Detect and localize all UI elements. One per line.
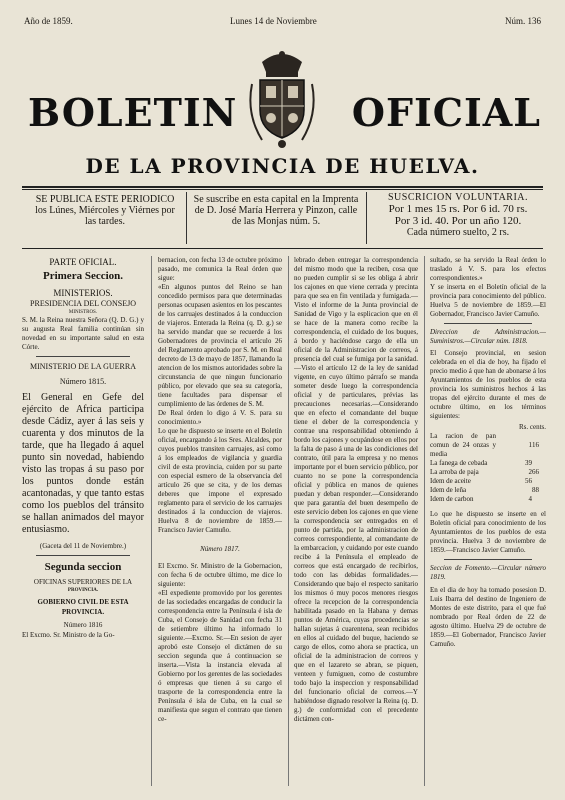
- year-label: Año de 1859.: [24, 16, 73, 26]
- article-paragraph: S. M. la Reina nuestra Señora (Q. D. G.) y su augusta Real familia continúan sin novedad en su importante salud en esta Córte.: [22, 316, 144, 351]
- divider: [288, 256, 289, 786]
- divider: [36, 356, 130, 357]
- section-heading: MINISTERIOS.: [53, 288, 113, 298]
- issue-number: Núm. 136: [505, 16, 541, 26]
- section-heading: MINISTROS.: [68, 310, 98, 315]
- divider: [444, 323, 532, 324]
- section-heading: PARTE OFICIAL.: [49, 257, 117, 267]
- article-paragraph: El Consejo provincial, en sesion celebrada en el dia de hoy, ha fijado el precio medio á que han de abonarse á los Ayuntamientos de los pueblos de esta provincia los suministros hechos á las tropas del ejército durante el mes de octubre último, en los términos siguientes:: [430, 349, 546, 420]
- title-oficial: OFICIAL: [351, 90, 541, 135]
- column-2: [158, 256, 282, 786]
- cell-cts: 88: [532, 486, 539, 494]
- section-heading: Segunda seccion: [44, 561, 122, 573]
- divider: [36, 555, 130, 556]
- cell-rs: 39: [525, 459, 532, 467]
- cell-cts: [532, 477, 546, 486]
- table-row: [430, 468, 546, 477]
- cell-cts: 16: [532, 441, 539, 449]
- circular-heading: Direccion de Administracion.—Suministros.—Circular núm. 1818.: [430, 328, 546, 345]
- publication-info: [24, 192, 544, 244]
- cell-item: La racion de pan comun de 24 onzas y media: [430, 432, 496, 458]
- cell-item: La arroba de paja: [430, 468, 479, 476]
- issue-date: Lunes 14 de Noviembre: [230, 16, 317, 26]
- article-paragraph: sultado, se ha servido la Real órden lo traslado á V. S. para los efectos correspondientes.»: [430, 256, 546, 282]
- prices-table: [430, 432, 546, 504]
- table-row: [430, 495, 546, 504]
- divider: [366, 192, 367, 244]
- title-boletin: BOLETIN: [28, 90, 238, 135]
- masthead-subtitle: DE LA PROVINCIA DE HUELVA.: [85, 154, 480, 178]
- article-number: Número 1817.: [200, 545, 240, 553]
- divider: [22, 186, 543, 188]
- cell-cts: [532, 459, 546, 468]
- table-row: [430, 432, 546, 459]
- cell-rs: [496, 486, 532, 495]
- voluntary-title: SUSCRICION VOLUNTARIA.: [387, 192, 529, 203]
- section-heading: PROVINCIA.: [67, 588, 99, 593]
- section-heading: PRESIDENCIA DEL CONSEJO: [30, 299, 136, 308]
- section-heading: OFICINAS SUPERIORES DE LA: [33, 578, 133, 586]
- table-row: [430, 477, 546, 486]
- divider: [22, 189, 543, 190]
- article-number: Número 1815.: [59, 377, 107, 386]
- divider: [424, 256, 425, 786]
- cell-item: La fanega de cebada: [430, 459, 488, 467]
- table-row: [430, 459, 546, 468]
- article-paragraph: El General en Gefe del ejército de Africa participa desde Cádiz, ayer á las seis y cuarenta y dos minutos de la tarde, que ha llegado á aquel punto sin novedad, habiendo visto las tropas á su paso por los puntos donde están acantonadas, y que tanto estas como los pueblos del tránsito se hallan animados del mayor entusiasmo.: [22, 392, 144, 535]
- circular-heading: Seccion de Fomento.—Circular número 1819.: [430, 564, 546, 581]
- article-number: Número 1816: [63, 621, 103, 629]
- cell-cts: 66: [532, 468, 539, 476]
- royal-coat-of-arms: [232, 44, 332, 154]
- article-paragraph: De Real órden lo digo á V. S. para su conocimiento.»: [158, 409, 282, 426]
- cell-rs: 2: [528, 468, 532, 476]
- periodicity-note: SE PUBLICA ESTE PERIODICO los Lúnes, Miércoles y Viérnes por las tardes.: [35, 194, 175, 227]
- article-paragraph: Lo que he dispuesto se inserte en el Boletín oficial para conocimiento de los Ayuntamientos de los pueblos de esta provincia. Huelva 3 de noviembre de 1859.—Francisco Javier Camuño.: [430, 510, 546, 554]
- divider: [186, 192, 187, 244]
- cell-rs: 56: [525, 477, 532, 485]
- section-heading: MINISTERIO DE LA GUERRA: [30, 362, 136, 371]
- table-header: Rs. cents.: [518, 423, 546, 431]
- section-heading: Primera Seccion.: [42, 270, 124, 282]
- divider: [22, 248, 543, 249]
- article-paragraph: bernacion, con fecha 13 de octubre próximo pasado, me comunica la Real órden que sigue:: [158, 256, 282, 282]
- article-paragraph: lebrado deben entregar la correspondencia del mismo modo que la reciben, cosa que no pueden cumplir si se les obliga á abrir los cajones en que viene cerrada y precinta para que sea en fin ventilada y fumigada.—Visto el informe de la Junta provincial de Sanidad de Vigo y la esplicacion que en él se hace de la manera como recibe la correspondencia, el cuidado de los buques, á bordo y haciéndose cargo de ella un oficial de la Administracion de correos, á presencia del cual se fumiga por la sanidad.—Visto el artículo 12 de la ley de sanidad vigente, en cuyo último párrafo se manda someter desde luego la correspondencia oficial y de particulares, prévias las precauciones necesarias.—Considerando que en efecto el comandante del buque tiene el deber de la correspondencia y contrae una responsabilidad obteniendo á bordo los cajones y ocupándose en ellos por la falta de paso á una de las condiciones del contrato, útil para la empresa y no menos importante por el buen servicio público, por cuanto no se pone la correspondencia oficial y pública en manos de quienes puedan y deban responder.—Considerando que para garantía del buen desempeño de este servicio deben los cajones en que viene la correspondencia ser entregados en el punto de partida, por la administracion de correos correspondiente, al comandante de la embarcacion, y cuidando por este cuando recibe á la Península el empleado de correos que está encargado de recibirlos, todo con las debidas formalidades.—Considerando que bajo el respecto sanitario los mismos ó muy pocos menores riesgos ofrece la recepcion de la correspondencia habilitada pasado en la Habana y demas puntos de América, cuyas procedencias se hallan sujetas á cuarentena, sean recibidos en ellos al cuidado del buque, haciendo se cargo de ellos, como ahora se practica, un oficial de la administracion de correos y que en el lazareto se abran, se piquen, venteen y fumiguen, como de costumbre todo bajo la inspeccion y responsabilidad del funcionario oficial de correos.—Y habiéndose dignado resolver la Reina (q. D. g.) de conformidad con el precedente dictámen con-: [294, 256, 418, 723]
- column-3: [294, 256, 418, 786]
- cell-item: Idem de leña: [430, 486, 467, 494]
- article-paragraph: En el dia de hoy ha tomado posesion D. Luis Ibarra del destino de Ingeniero de Montes de este distrito, para el que fué nombrado por Real órden de 22 de agosto último. Huelva 29 de octubre de 1859.—El Gobernador, Francisco Javier Camuño.: [430, 586, 546, 648]
- divider: [444, 559, 532, 560]
- single-issue-price: Cada número suelto, 2 rs.: [406, 227, 510, 238]
- article-paragraph: Y se inserta en el Boletín oficial de la provincia para conocimiento del público. Huelva 5 de noviembre de 1859.—El Gobernador, Francisco Javier Camuño.: [430, 283, 546, 318]
- article-paragraph: «En algunos puntos del Reino se han concedido permisos para que determinadas personas ocupasen asientos en los pescantes de los carruajes destinados á la conduccion de viajeros. Enterada la Reina (q. D. g.) se ha servido mandar que se recuerde á los Gobernadores de provincia el artículo 26 del Reglamento aprobado por S. M. en Real decreto de 13 de mayo de 1857, llamando la atencion de los mismos autoridades sobre la circunstancia de que ningun funcionario público, por elevado que sea su categoría, tiene facultades para dispensar el cumplimiento de las órdenes de S. M.: [158, 283, 282, 408]
- table-row: [430, 486, 546, 495]
- cell-item: Idem de carbon: [430, 495, 474, 503]
- cell-rs: 1: [528, 441, 532, 449]
- section-heading: GOBIERNO CIVIL DE ESTA PROVINCIA.: [37, 598, 129, 616]
- column-4: [430, 256, 546, 786]
- divider: [151, 256, 152, 786]
- price-line: Por 3 id. 40. Por un año 120.: [394, 215, 522, 227]
- article-paragraph: Lo que he dispuesto se inserte en el Boletín oficial, encargando á los Sres. Alcaldes, por cuyos pueblos transiten carruajes, así como á los empleados de vigilancia y guardia civil de esta provincia, cuiden por su parte con especial esmero de la observancia del artículo 26 que se cita, y de los demas deberes que impone el expresado reglamento para el servicio de los carruajes destinados á la conduccion de viajeros. Huelva 8 de noviembre de 1859.—Francisco Javier Camuño.: [158, 427, 282, 534]
- column-1: [22, 256, 144, 786]
- source-note: (Gaceta del 11 de Noviembre.): [39, 542, 127, 550]
- article-paragraph: «El expediente promovido por los gerentes de las sociedades encargadas de conducir la correspondencia entre la Península é isla de Cuba, el Consejo de Sanidad con fecha 31 de setiembre último ha informado lo siguiente.—Excmo. Sr.—En sesion de ayer aprobó este Consejo el dictámen de su seccion segunda que á continuacion se inserta.—Vista la instancia elevada al Gobierno por los gerentes de las sociedades ó empresas que tienen á su cargo el trasporte de la correspondencia entre la Península é isla de Cuba, en la cual se manifiesta que segun el contrato que tienen ce-: [158, 589, 282, 723]
- subscription-prices: [372, 192, 544, 238]
- subscription-note: Se suscribe en esta capital en la Imprenta de D. José María Herrera y Pinzon, calle de las Monjas núm. 5.: [193, 194, 359, 227]
- article-paragraph: El Excmo. Sr. Ministro de la Gobernacion, con fecha 6 de octubre último, me dice lo siguiente:: [158, 562, 282, 588]
- masthead-top-line: [24, 16, 541, 32]
- article-paragraph: El Excmo. Sr. Ministro de la Go-: [22, 631, 115, 639]
- cell-rs: 4: [528, 495, 532, 503]
- cell-item: Idem de aceite: [430, 477, 471, 485]
- cell-cts: [532, 495, 546, 504]
- price-line: Por 1 mes 15 rs. Por 6 id. 70 rs.: [388, 203, 528, 215]
